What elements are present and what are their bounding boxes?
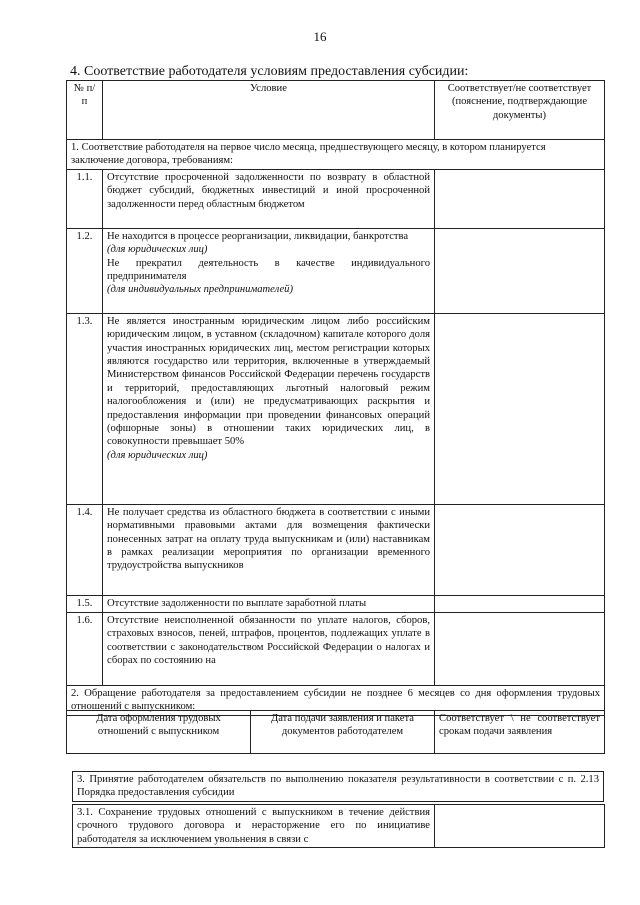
table-row xyxy=(73,805,605,848)
row-condition: Не получает средства из областного бюджета в соответствии с иными нормативными правовыми актами для возмещения фактически понесенных затрат на оплату труда выпускникам и (или) наставникам в рамках реализации мероприятия по организации временного трудоустройства выпускников xyxy=(103,504,435,595)
row-num: 1.5. xyxy=(67,595,103,612)
section2-col-application-date: Дата подачи заявления и пакета документов работодателем xyxy=(251,711,435,754)
header-compliance: Соответствует/не соответствует (пояснение, подтверждающие документы) xyxy=(435,81,605,140)
row-condition: Отсутствие просроченной задолженности по возврату в областной бюджет субсидий, бюджетных инвестиций и иной просроченной задолженности перед областным бюджетом xyxy=(103,169,435,228)
row-num: 1.3. xyxy=(67,313,103,504)
condition-note: (для юридических лиц) xyxy=(107,449,208,461)
section2-header-row xyxy=(67,711,605,754)
row-num: 1.4. xyxy=(67,504,103,595)
section2-title: 2. Обращение работодателя за предоставлением субсидии не позднее 6 месяцев со дня оформления трудовых отношений с выпускником: xyxy=(67,685,605,715)
section3-title-table xyxy=(72,771,604,802)
section-heading: 4. Соответствие работодателя условиям предоставления субсидии: xyxy=(70,64,469,79)
row-condition: Отсутствие задолженности по выплате заработной платы xyxy=(103,595,435,612)
page-number: 16 xyxy=(313,29,327,44)
row-compliance-cell[interactable] xyxy=(435,595,605,612)
conditions-table xyxy=(66,80,605,716)
section3-title: 3. Принятие работодателем обязательств по выполнению показателя результативности в соответствии с п. 2.13 Порядка предоставления субсидии xyxy=(73,772,604,802)
table-header-row xyxy=(67,81,605,140)
item-3-1: 3.1. Сохранение трудовых отношений с выпускником в течение действия срочного трудового договора и нерасторжение его по инициативе работодателя за исключением увольнения в связи с xyxy=(73,805,435,848)
condition-note-a: (для юридических лиц) xyxy=(107,244,208,256)
section3-items-table xyxy=(72,804,605,848)
condition-note-b: (для индивидуальных предпринимателей) xyxy=(107,284,294,296)
row-compliance-cell[interactable] xyxy=(435,169,605,228)
section1-title: 1. Соответствие работодателя на первое число месяца, предшествующего месяцу, в котором планируется заключение договора, требованиям: xyxy=(67,140,605,170)
row-compliance-cell[interactable] xyxy=(435,612,605,685)
table-row xyxy=(67,313,605,504)
row-condition xyxy=(103,313,435,504)
table-row xyxy=(67,169,605,228)
row-num: 1.6. xyxy=(67,612,103,685)
row-condition xyxy=(103,228,435,313)
row-compliance-cell[interactable] xyxy=(435,313,605,504)
table-row xyxy=(67,228,605,313)
row-num: 1.1. xyxy=(67,169,103,228)
section2-table xyxy=(66,710,605,754)
row-condition: Отсутствие неисполненной обязанности по уплате налогов, сборов, страховых взносов, пеней, штрафов, процентов, подлежащих уплате в соответствии с законодательством Российской Федерации о налогах и сборах по состоянию на xyxy=(103,612,435,685)
table-row xyxy=(67,504,605,595)
row-num: 1.2. xyxy=(67,228,103,313)
row-compliance-cell[interactable] xyxy=(435,228,605,313)
section2-col-employment-date: Дата оформления трудовых отношений с выпускником xyxy=(67,711,251,754)
item-3-1-compliance-cell[interactable] xyxy=(435,805,605,848)
section1-title-row xyxy=(67,140,605,170)
row-compliance-cell[interactable] xyxy=(435,504,605,595)
header-num: № п/п xyxy=(67,81,103,140)
table-row xyxy=(67,612,605,685)
condition-text-b: Не прекратил деятельность в качестве индивидуального предпринимателя xyxy=(107,257,430,283)
condition-text-a: Не находится в процессе реорганизации, ликвидации, банкротства xyxy=(107,230,409,242)
condition-text: Не является иностранным юридическим лицом либо российским юридическим лицом, в уставном (складочном) капитале которого доля участия иностранных юридических лиц, местом регистрации которых являются государство или территория, включенные в утверждаемый Министерством финансов Российской Федерации перечень государств и территорий, предоставляющих льготный налоговый режим налогообложения и (или) не предусматривающих раскрытия и предоставления информации при проведении финансовых операций (офшорные зоны) в отношении таких юридических лиц, в совокупности превышает 50% xyxy=(107,315,430,448)
section2-col-compliance: Соответствует \ не соответствует срокам подачи заявления xyxy=(435,711,605,754)
header-condition: Условие xyxy=(103,81,435,140)
table-row xyxy=(67,595,605,612)
